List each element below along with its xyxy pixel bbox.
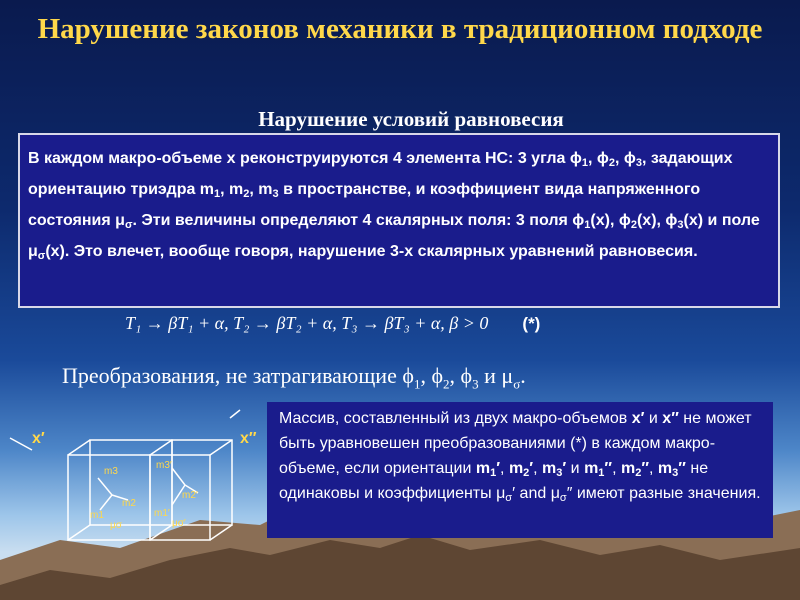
x-arg: (x)	[45, 243, 65, 260]
mu-symbol: μ	[501, 363, 514, 388]
phi-symbol: ϕ	[402, 363, 414, 388]
right-mu-sigma-label: μσ′	[172, 518, 186, 529]
formula-expression: T₁ → βT₁ + α, T₂ → βT₂ + α, T₃ → βT₃ + α, β > 0	[125, 313, 489, 333]
box1-text-5: и поле	[703, 212, 760, 229]
left-axis-m3	[98, 478, 112, 495]
phi-symbol: ϕ	[665, 212, 678, 229]
box1-text-6: . Это влечет, вообще говоря, нарушение 3-х скалярных уравнений равновесия.	[64, 243, 698, 260]
box1-text-4: . Эти величины определяют 4 скалярных поля: 3 поля	[132, 212, 573, 229]
box1-text-3: в пространстве, и коэффициент вида напряженного состояния	[28, 181, 701, 229]
box2-x-double-prime: x″	[662, 410, 679, 427]
formula-tag: (*)	[522, 314, 541, 333]
x-double-prime-pointer	[230, 410, 240, 418]
right-m1-label: m1′	[154, 508, 170, 519]
x-arg: (x)	[590, 212, 610, 229]
transforms-and: и	[478, 363, 502, 388]
right-cube-back	[172, 440, 232, 525]
right-axis-m3	[172, 468, 185, 485]
box2-text-4: and	[515, 485, 551, 502]
mu-symbol: μ	[28, 243, 38, 260]
x-arg: (x)	[683, 212, 704, 229]
phi-symbol: ϕ	[618, 212, 631, 229]
x-prime-label: x′	[32, 430, 45, 447]
slide-title: Нарушение законов механики в традиционном подходе	[37, 13, 763, 45]
phi-symbol: ϕ	[596, 150, 609, 167]
box2-and: и	[644, 410, 663, 427]
sigma-subscript: σ	[124, 219, 133, 231]
left-m1-label: m1	[90, 510, 104, 521]
box2-text-2: не может быть уравновешен преобразованиями (*) в каждом макро-объеме, если ориентации	[279, 410, 752, 477]
box2-text-1: Массив, составленный из двух макро-объемов	[279, 410, 632, 427]
sigma-subscript: σ	[37, 250, 46, 262]
transforms-text: Преобразования, не затрагивающие	[62, 363, 403, 388]
right-m2-label: m2′	[182, 490, 198, 501]
conclusion-box: Массив, составленный из двух макро-объемов x′ и x″ не может быть уравновешен преобразованиями (*) в каждом макро-объеме, если ориентации $m_1'$, $m_2'$, $m_3'$ и $m_1''$, $m_2''$, $m_3''$ не одинаковы и коэффициенты $\mu_\sigma'$ and $\mu_\sigma''$ имеют разные значения.	[267, 402, 773, 538]
phi-symbol: ϕ	[623, 150, 636, 167]
mu-symbol: μ	[115, 212, 125, 229]
section-subtitle: Нарушение условий равновесия	[258, 107, 564, 131]
left-axis-m1	[100, 495, 112, 510]
invariant-transforms-line: Преобразования, не затрагивающие $\phi_1$, $\phi_2$, $\phi_3$ и $\mu_\sigma$.	[62, 363, 526, 392]
left-m2-label: m2	[122, 498, 136, 509]
phi-symbol: ϕ	[431, 363, 444, 388]
right-m3-label: m3′	[156, 460, 172, 471]
left-mu-sigma-label: μσ	[110, 520, 122, 531]
phi-symbol: ϕ	[569, 150, 582, 167]
sigma-subscript: σ	[513, 376, 521, 392]
box2-text-3: не одинаковы и коэффициенты	[279, 460, 709, 502]
box2-text-5: имеют разные значения.	[572, 485, 761, 502]
box1-text-1: В каждом макро-объеме x реконструируются 4 элемента НС: 3 угла	[28, 150, 570, 167]
box2-x-prime: x′	[631, 410, 645, 427]
x-arg: (x)	[636, 212, 657, 229]
x-prime-pointer	[10, 438, 32, 450]
box1-text-2: , задающих ориентацию триэдра m	[28, 150, 733, 198]
phi-symbol: ϕ	[572, 212, 585, 229]
left-m3-label: m3	[104, 466, 118, 477]
explanation-box: В каждом макро-объеме x реконструируются 4 элемента НС: 3 угла $\phi_1$, $\phi_2$, $\phi_3$, задающих ориентацию триэдра $m_1$, $m_2$, $m_3$ в пространстве, и коэффициент вида напряженного состояния $\mu_\sigma$. Эти величины определяют 4 скалярных поля: 3 поля $\phi_1(x)$, $\phi_2(x)$, $\phi_3(x)$ и поле $\mu_\sigma(x)$. Это влечет, вообще говоря, нарушение 3-х скалярных уравнений равновесия.	[18, 133, 780, 308]
x-double-prime-label: x″	[240, 430, 257, 447]
phi-symbol: ϕ	[460, 363, 473, 388]
